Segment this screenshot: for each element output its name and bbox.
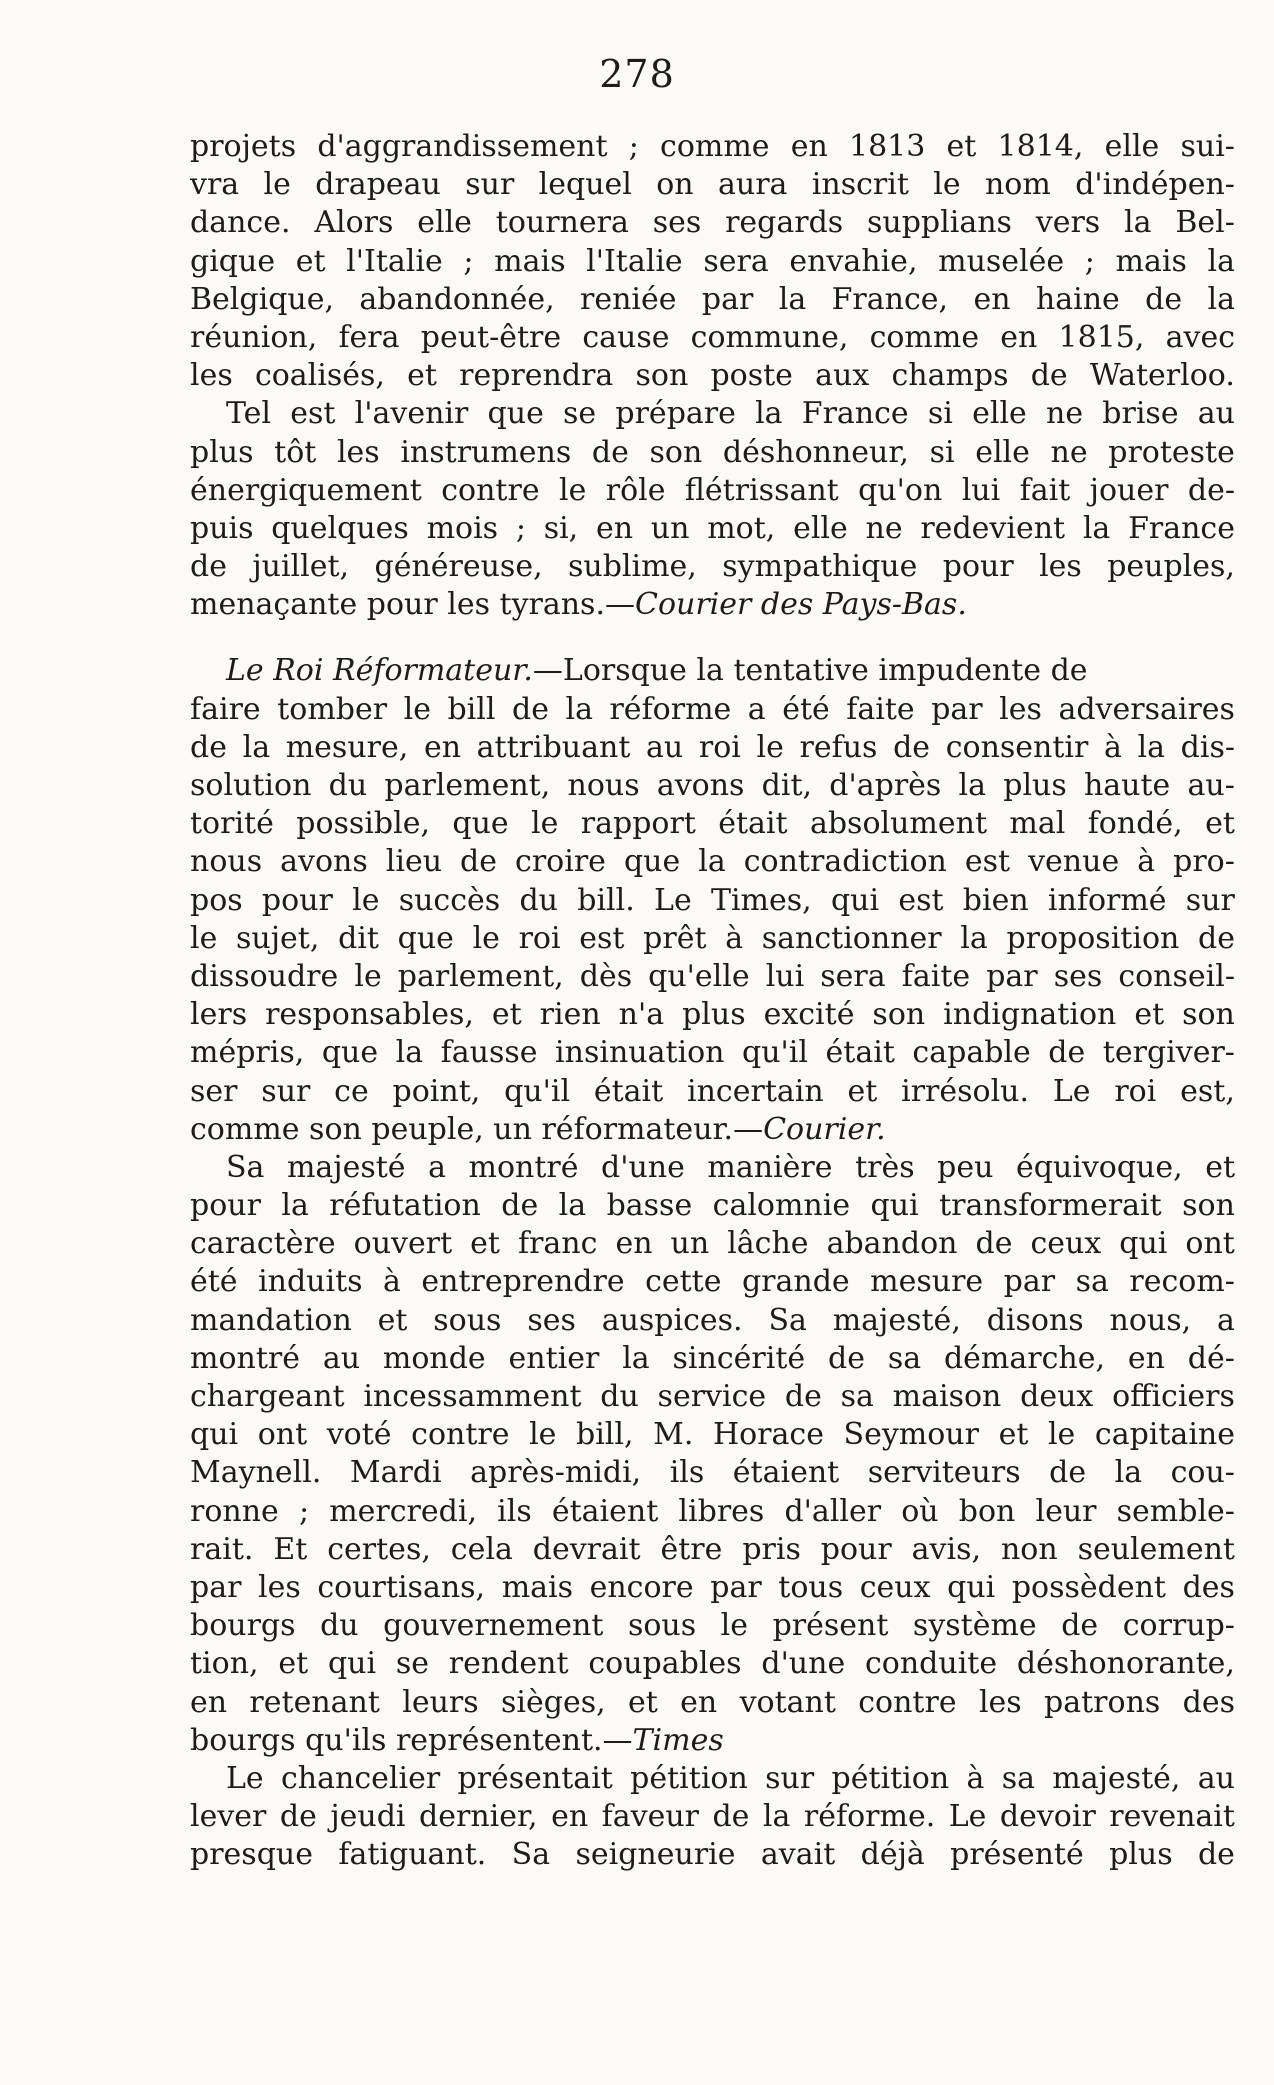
text-line: les coalisés, et reprendra son poste aux champs de Waterloo. <box>190 358 1235 394</box>
text-line: dissoudre le parlement, dès qu'elle lui sera faite par ses conseil- <box>190 958 1235 994</box>
text-line: mépris, que la fausse insinuation qu'il était capable de tergiver- <box>190 1035 1235 1071</box>
text-line: qui ont voté contre le bill, M. Horace Seymour et le capitaine <box>190 1417 1235 1453</box>
text-line: mandation et sous ses auspices. Sa majesté, disons nous, a <box>190 1302 1235 1338</box>
text-line: en retenant leurs sièges, et en votant contre les patrons des <box>190 1684 1235 1720</box>
paragraph <box>190 1760 1235 1875</box>
text-line: solution du parlement, nous avons dit, d'après la plus haute au- <box>190 768 1235 803</box>
source-citation: Times <box>632 1722 724 1758</box>
text-line: vra le drapeau sur lequel on aura inscrit le nom d'indépen- <box>190 167 1235 203</box>
text-line: nous avons lieu de croire que la contradiction est venue à pro- <box>190 844 1235 880</box>
text-line: ronne ; mercredi, ils étaient libres d'aller où bon leur semble- <box>190 1493 1235 1529</box>
text-line: le sujet, dit que le roi est prêt à sanctionner la proposition de <box>190 920 1235 956</box>
text-line: été induits à entreprendre cette grande mesure par sa recom- <box>190 1264 1235 1300</box>
text-line: torité possible, que le rapport était absolument mal fondé, et <box>190 806 1235 842</box>
text-block <box>190 128 1235 1874</box>
text-line: menaçante pour les tyrans.— Courier des Pays-Bas. <box>190 586 1235 624</box>
text-line: Maynell. Mardi après-midi, ils étaient serviteurs de la cou- <box>190 1455 1235 1491</box>
text-line: Le chancelier présentait pétition sur pétition à sa majesté, au <box>226 1760 1235 1796</box>
text-line: caractère ouvert et franc en un lâche abandon de ceux qui ont <box>190 1226 1235 1262</box>
text-line: pos pour le succès du bill. Le Times, qui est bien informé sur <box>190 882 1235 918</box>
text-line: chargeant incessamment du service de sa maison deux officiers <box>190 1379 1235 1414</box>
text-line: plus tôt les instrumens de son déshonneur, si elle ne proteste <box>190 434 1235 470</box>
section-title: Le Roi Réformateur. <box>226 653 533 689</box>
paragraph <box>190 395 1235 624</box>
text-line: bourgs qu'ils représentent.— Times <box>190 1722 1235 1760</box>
text-line: comme son peuple, un réformateur.— Courier. <box>190 1111 1235 1149</box>
text-line: montré au monde entier la sincérité de sa démarche, en dé- <box>190 1340 1235 1376</box>
text-line: Sa majesté a montré d'une manière très peu équivoque, et <box>226 1149 1235 1185</box>
text-line: dance. Alors elle tournera ses regards supplians vers la Bel- <box>190 205 1235 241</box>
text-line: puis quelques mois ; si, en un mot, elle ne redevient la France <box>190 510 1235 546</box>
text-line: réunion, fera peut-être cause commune, comme en 1815, avec <box>190 319 1235 355</box>
page-number: 278 <box>599 52 675 96</box>
text-line: lers responsables, et rien n'a plus excité son indignation et son <box>190 997 1235 1033</box>
paragraph <box>190 652 1235 1148</box>
text-line: lever de jeudi dernier, en faveur de la réforme. Le devoir revenait <box>190 1799 1235 1835</box>
source-citation: Courier des Pays-Bas. <box>635 587 967 623</box>
text-line: bourgs du gouvernement sous le présent système de corrup- <box>190 1608 1235 1644</box>
text-line: tion, et qui se rendent coupables d'une conduite déshonorante, <box>190 1646 1235 1682</box>
text-line: Belgique, abandonnée, reniée par la France, en haine de la <box>190 281 1235 317</box>
text-line: de la mesure, en attribuant au roi le refus de consentir à la dis- <box>190 729 1235 765</box>
text-line: énergiquement contre le rôle flétrissant qu'on lui fait jouer de- <box>190 472 1235 508</box>
source-citation: Courier. <box>763 1111 886 1147</box>
section-gap <box>190 624 1235 652</box>
text-line: ser sur ce point, qu'il était incertain et irrésolu. Le roi est, <box>190 1073 1235 1109</box>
text-line: de juillet, généreuse, sublime, sympathique pour les peuples, <box>190 549 1235 585</box>
text-line: par les courtisans, mais encore par tous ceux qui possèdent des <box>190 1569 1235 1605</box>
text-line: faire tomber le bill de la réforme a été faite par les adversaires <box>190 691 1235 727</box>
text-line: Le Roi Réformateur. —Lorsque la tentative impudente de <box>190 652 1235 690</box>
paragraph <box>190 1149 1235 1760</box>
text-line: Tel est l'avenir que se prépare la France si elle ne brise au <box>226 396 1235 432</box>
text-line: presque fatiguant. Sa seigneurie avait déjà présenté plus de <box>190 1837 1235 1873</box>
text-line: projets d'aggrandissement ; comme en 1813 et 1814, elle sui- <box>190 129 1235 164</box>
text-line: pour la réfutation de la basse calomnie qui transformerait son <box>190 1188 1235 1224</box>
text-line: gique et l'Italie ; mais l'Italie sera envahie, muselée ; mais la <box>190 243 1235 279</box>
paragraph <box>190 128 1235 395</box>
text-line: rait. Et certes, cela devrait être pris pour avis, non seulement <box>190 1531 1235 1567</box>
